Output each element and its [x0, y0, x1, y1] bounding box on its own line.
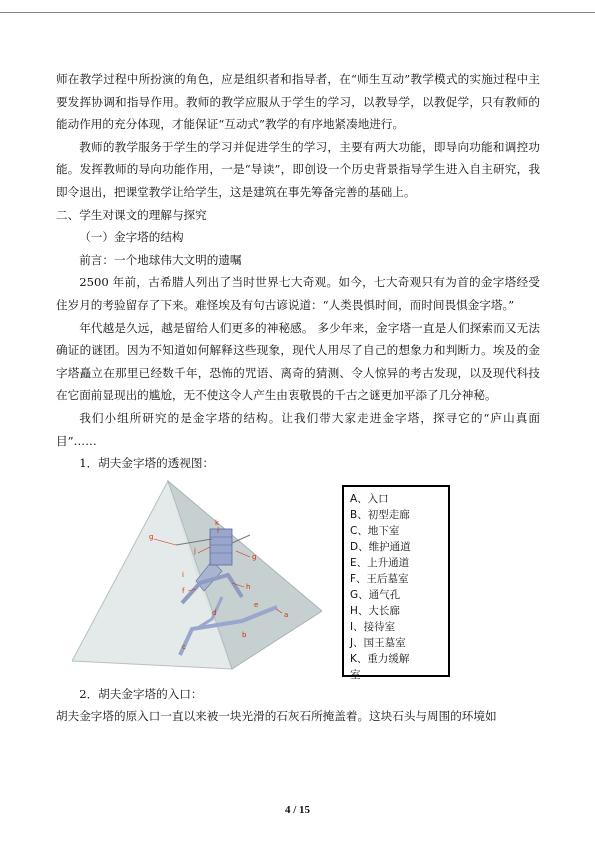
list-item-2: 2．胡夫金字塔的入口：: [79, 686, 203, 701]
legend-entry-g: G、通气孔: [350, 588, 401, 601]
preface: 前言：一个地球伟大文明的遗嘱: [79, 252, 242, 267]
paragraph: 年代越是久远，越是留给人们更多的神秘感。 多少年来，金字塔一直是人们探索而又无法确证的谜团。因为不知道如何解释这些现象，现代人用尽了自己的想象力和判断力。埃及的金字塔矗立在那里已经数千年，恐怖的咒语、离奇的猜测、令人惊异的考古发现，以及现代科技在它面前显现出的尴尬，无不使这令人产生由衷敬畏的千古之谜更加平添了几分神秘。: [56, 320, 540, 403]
legend-entry-k: K、重力缓解: [350, 652, 410, 665]
diagram-label: c: [182, 642, 186, 651]
pyramid-figure: [56, 479, 540, 681]
paragraph: 教师的教学服务于学生的学习并促进学生的学习，主要有两大功能，即导向功能和调控功能。发挥教师的导向功能作用，一是“导读”，即创设一个历史背景指导学生进入自主研究，我即令退出，把课堂教学让给学生，这是建筑在事先筹备完善的基础上。: [56, 139, 540, 199]
list-item-1: 1．胡夫金字塔的透视图：: [79, 456, 215, 471]
legend-entry-b: B、初型走廊: [350, 508, 410, 521]
diagram-label: f: [182, 586, 185, 595]
page-body: [56, 68, 540, 728]
legend-entry-e: E、上升通道: [350, 556, 410, 569]
legend-entry-a: A、入口: [350, 492, 389, 505]
pyramid-legend: [342, 485, 450, 681]
pyramid-diagram: [72, 479, 322, 671]
diagram-label: a: [284, 610, 289, 619]
diagram-label: d: [212, 608, 217, 617]
legend-entry-k-cont: 室: [350, 668, 361, 681]
paragraph: 我们小组所研究的是金字塔的结构。让我们带大家走进金字塔，探寻它的“庐山真面目”……: [56, 410, 540, 448]
diagram-label: h: [246, 582, 251, 591]
legend-entry-j: J、国王墓室: [350, 636, 406, 649]
diagram-label: b: [242, 630, 247, 639]
diagram-label: k: [215, 518, 220, 527]
legend-entry-h: H、大长廊: [350, 604, 400, 617]
legend-entry-c: C、地下室: [350, 524, 400, 537]
diagram-label: e: [254, 600, 259, 609]
paragraph: 师在教学过程中所扮演的角色，应是组织者和指导者，在“师生互动”教学模式的实施过程中主要发挥协调和指导作用。教师的教学应服从于学生的学习，以教导学，以教促学，只有教师的能动作用的充分体现，才能保证“互动式”教学的有序地紧凑地进行。: [56, 72, 540, 132]
paragraph: 2500 年前，古希腊人列出了当时世界七大奇观。如今，七大奇观只有为首的金字塔经受住岁月的考验留存了下来。难怪埃及有句古谚说道：“人类畏惧时间，而时间畏惧金字塔。”: [56, 275, 540, 312]
diagram-label: i: [182, 570, 184, 579]
diagram-label: g: [149, 532, 154, 541]
diagram-label: g: [252, 552, 257, 561]
paragraph: 胡夫金字塔的原入口一直以来被一块光滑的石灰石所掩盖着。这块石头与周围的环境如: [56, 709, 497, 724]
legend-entry-i: I、接待室: [350, 620, 396, 633]
legend-entry-d: D、维护通道: [350, 540, 411, 553]
subsection-heading: （一）金字塔的结构: [79, 230, 184, 245]
legend-entry-f: F、王后墓室: [350, 572, 409, 585]
section-heading: 二、学生对课文的理解与探究: [56, 207, 207, 222]
diagram-label: j: [194, 546, 196, 555]
header-rule: [0, 12, 595, 13]
page-number: 4 / 15: [284, 804, 311, 816]
